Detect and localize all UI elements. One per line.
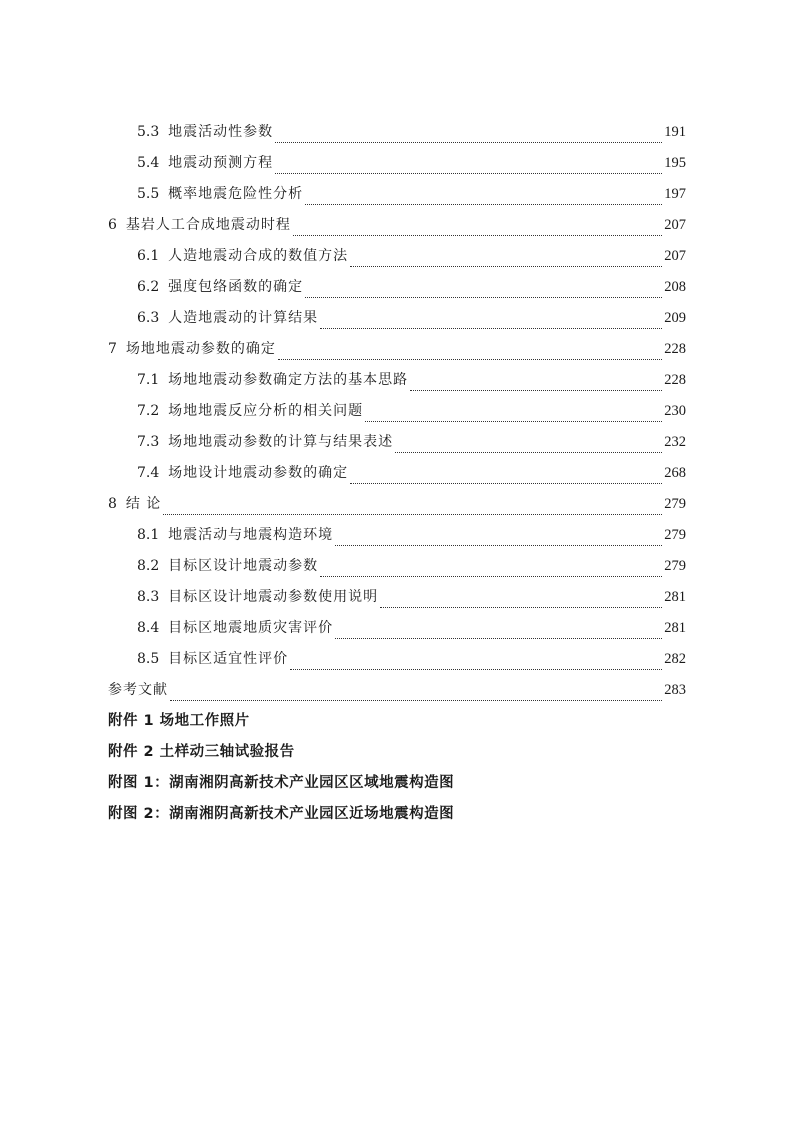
toc-entry-spacer xyxy=(159,458,168,489)
toc-entry-spacer xyxy=(159,613,168,644)
toc-entry[interactable] xyxy=(108,489,686,520)
toc-entry-number: 7 xyxy=(108,341,117,357)
toc-entry[interactable] xyxy=(108,272,686,303)
toc-entry-spacer xyxy=(159,117,168,148)
toc-entry-page-number: 279 xyxy=(664,496,686,512)
toc-entry-spacer xyxy=(159,582,168,613)
toc-entry[interactable] xyxy=(108,675,686,706)
dot-leader xyxy=(320,575,662,577)
toc-entry[interactable] xyxy=(108,458,686,489)
dot-leader xyxy=(163,513,662,515)
toc-entry-page-number: 279 xyxy=(664,558,686,574)
dot-leader xyxy=(350,482,662,484)
toc-entry-page-number: 209 xyxy=(664,310,686,326)
toc-entry-title: 参考文献 xyxy=(108,682,168,698)
toc-entry-spacer xyxy=(159,303,168,334)
dot-leader xyxy=(275,172,662,174)
dot-leader xyxy=(350,265,662,267)
toc-entry-title: 人造地震动合成的数值方法 xyxy=(168,248,349,264)
toc-entry-number: 6.1 xyxy=(137,248,160,264)
toc-entry-number: 8 xyxy=(108,496,117,512)
toc-entry[interactable] xyxy=(108,303,686,334)
dot-leader xyxy=(335,544,662,546)
toc-entry-spacer xyxy=(159,551,168,582)
toc-entry-number: 6.3 xyxy=(137,310,160,326)
toc-entry-spacer xyxy=(159,179,168,210)
toc-entry[interactable] xyxy=(108,427,686,458)
toc-entry-page-number: 281 xyxy=(664,620,686,636)
toc-entry-number: 7.2 xyxy=(137,403,160,419)
toc-entry-page-number: 279 xyxy=(664,527,686,543)
toc-entry-number: 5.4 xyxy=(137,155,160,171)
toc-entry-spacer xyxy=(159,272,168,303)
toc-entry-number: 5.3 xyxy=(137,124,160,140)
toc-entry-page-number: 195 xyxy=(664,155,686,171)
annex-entry[interactable]: 附图 2：湖南湘阴高新技术产业园区近场地震构造图 xyxy=(108,806,455,822)
toc-entry-number: 8.4 xyxy=(137,620,160,636)
toc-entry-spacer xyxy=(159,520,168,551)
toc-entry[interactable] xyxy=(108,210,686,241)
toc-entry-title: 目标区适宜性评价 xyxy=(168,651,289,667)
toc-entry-title: 场地地震动参数的计算与结果表述 xyxy=(168,434,394,450)
toc-entry[interactable] xyxy=(108,613,686,644)
toc-entry[interactable] xyxy=(108,396,686,427)
toc-entry-spacer xyxy=(159,396,168,427)
toc-entry-title: 场地设计地震动参数的确定 xyxy=(168,465,349,481)
toc-entry-title: 目标区设计地震动参数 xyxy=(168,558,319,574)
toc-entries xyxy=(108,117,686,706)
toc-entry-spacer xyxy=(117,489,126,520)
toc-entry-title: 强度包络函数的确定 xyxy=(168,279,304,295)
toc-entry-spacer xyxy=(117,210,126,241)
toc-entry[interactable] xyxy=(108,334,686,365)
toc-entry-page-number: 268 xyxy=(664,465,686,481)
toc-entry-page-number: 281 xyxy=(664,589,686,605)
toc-entry-spacer xyxy=(117,334,126,365)
toc-entry-title: 地震动预测方程 xyxy=(168,155,274,171)
toc-entry-title: 基岩人工合成地震动时程 xyxy=(125,217,291,233)
toc-entry-number: 5.5 xyxy=(137,186,160,202)
dot-leader xyxy=(365,420,662,422)
toc-entry[interactable] xyxy=(108,644,686,675)
toc-entry[interactable] xyxy=(108,582,686,613)
annex-list xyxy=(108,706,686,830)
toc-entry-title: 人造地震动的计算结果 xyxy=(168,310,319,326)
dot-leader xyxy=(335,637,662,639)
dot-leader xyxy=(305,296,662,298)
toc-entry-page-number: 283 xyxy=(664,682,686,698)
toc-entry-title: 地震活动性参数 xyxy=(168,124,274,140)
toc-entry[interactable] xyxy=(108,551,686,582)
toc-entry-title: 目标区设计地震动参数使用说明 xyxy=(168,589,379,605)
toc-entry-page-number: 208 xyxy=(664,279,686,295)
toc-entry-number: 8.5 xyxy=(137,651,160,667)
dot-leader xyxy=(380,606,662,608)
toc-entry-page-number: 282 xyxy=(664,651,686,667)
toc-entry-page-number: 230 xyxy=(664,403,686,419)
toc-entry-title: 地震活动与地震构造环境 xyxy=(168,527,334,543)
toc-entry-number: 6.2 xyxy=(137,279,160,295)
dot-leader xyxy=(293,234,662,236)
toc-entry-spacer xyxy=(159,427,168,458)
toc-entry-number: 6 xyxy=(108,217,117,233)
toc-entry-number: 8.1 xyxy=(137,527,160,543)
toc-entry[interactable] xyxy=(108,241,686,272)
toc-entry-spacer xyxy=(159,365,168,396)
toc-entry-title: 场地地震反应分析的相关问题 xyxy=(168,403,364,419)
toc-entry-title: 目标区地震地质灾害评价 xyxy=(168,620,334,636)
toc-entry-spacer xyxy=(159,241,168,272)
toc-entry-page-number: 232 xyxy=(664,434,686,450)
toc-entry-title: 场地地震动参数的确定 xyxy=(125,341,276,357)
toc-entry-number: 8.2 xyxy=(137,558,160,574)
table-of-contents xyxy=(108,117,686,830)
annex-entry[interactable]: 附图 1：湖南湘阴高新技术产业园区区域地震构造图 xyxy=(108,775,455,791)
toc-entry-spacer xyxy=(159,644,168,675)
toc-entry[interactable] xyxy=(108,117,686,148)
toc-entry[interactable] xyxy=(108,365,686,396)
toc-entry-title: 结 论 xyxy=(125,496,162,512)
toc-entry-page-number: 207 xyxy=(664,248,686,264)
dot-leader xyxy=(278,358,662,360)
dot-leader xyxy=(320,327,662,329)
annex-entry[interactable]: 附件 2 土样动三轴试验报告 xyxy=(108,744,295,760)
dot-leader xyxy=(290,668,662,670)
dot-leader xyxy=(170,699,662,701)
toc-entry-number: 7.1 xyxy=(137,372,160,388)
toc-entry-page-number: 197 xyxy=(664,186,686,202)
dot-leader xyxy=(395,451,662,453)
toc-entry-number: 7.4 xyxy=(137,465,160,481)
toc-entry-title: 概率地震危险性分析 xyxy=(168,186,304,202)
toc-entry-page-number: 228 xyxy=(664,341,686,357)
toc-entry-page-number: 207 xyxy=(664,217,686,233)
toc-entry-spacer xyxy=(159,148,168,179)
toc-entry-title: 场地地震动参数确定方法的基本思路 xyxy=(168,372,409,388)
dot-leader xyxy=(305,203,662,205)
dot-leader xyxy=(275,141,662,143)
annex-entry[interactable]: 附件 1 场地工作照片 xyxy=(108,713,250,729)
toc-entry[interactable] xyxy=(108,148,686,179)
toc-entry-number: 8.3 xyxy=(137,589,160,605)
toc-entry-page-number: 228 xyxy=(664,372,686,388)
toc-entry-page-number: 191 xyxy=(664,124,686,140)
dot-leader xyxy=(410,389,662,391)
toc-entry-number: 7.3 xyxy=(137,434,160,450)
toc-entry[interactable] xyxy=(108,520,686,551)
toc-entry[interactable] xyxy=(108,179,686,210)
